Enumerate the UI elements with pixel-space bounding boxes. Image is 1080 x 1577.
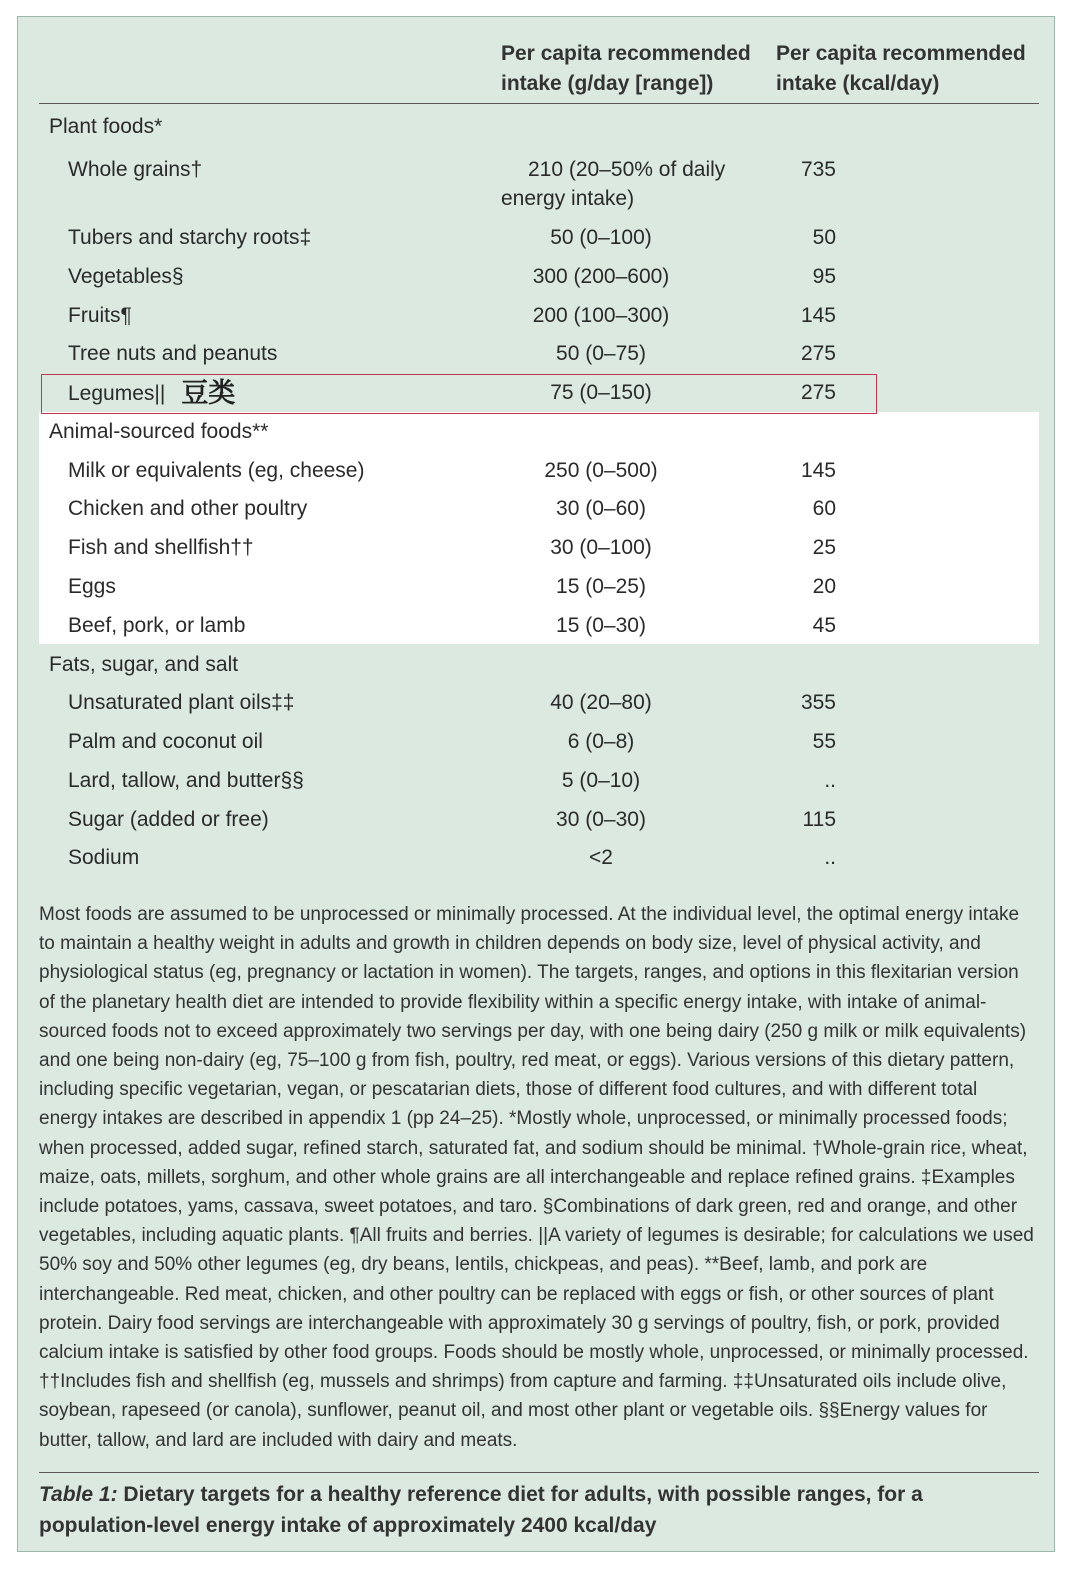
kcal-value: 55 — [812, 730, 836, 753]
table-row — [18, 494, 1056, 532]
header-divider — [39, 103, 1039, 104]
grams-value: 30 (0–100) — [550, 536, 652, 559]
food-label — [68, 155, 202, 185]
table-panel — [17, 16, 1055, 1552]
food-label-text: Unsaturated plant oils‡‡ — [68, 691, 295, 714]
food-label-text: Eggs — [68, 575, 116, 598]
caption-label: Table 1: — [39, 1483, 118, 1506]
category-label — [49, 112, 162, 142]
handwritten-annotation: 豆类 — [181, 378, 236, 408]
kcal-value: 115 — [802, 808, 836, 831]
food-label — [68, 572, 116, 602]
food-label-text: Fats, sugar, and salt — [49, 653, 239, 676]
kcal-value: 735 — [800, 158, 836, 181]
category-row — [18, 417, 1056, 455]
table-footnotes: Most foods are assumed to be unprocessed or minimally processed. At the individual level, the optimal energy intake to maintain a healthy weight in adults and growth in children depends on body size, level of physical activity, and physiological status (eg, pregnancy or lactation in women). The targets, ranges, and options in this flexitarian version of the planetary health diet are intended to provide flexibility within a specific energy intake, with intake of animal-sourced foods not to exceed approximately two servings per day, with one being dairy (250 g milk or milk equivalents) and one being non-dairy (eg, 75–100 g from fish, poultry, red meat, or eggs). Various versions of this dietary pattern, including specific vegetarian, vegan, or pescatarian diets, those of different food cultures, and with different total energy intakes are described in appendix 1 (pp 24–25). *Mostly whole, unprocessed, or minimally processed foods; when processed, added sugar, refined starch, saturated fat, and sodium should be minimal. †Whole-grain rice, wheat, maize, oats, millets, sorghum, and other whole grains are all interchangeable and replace refined grains. ‡Examples include potatoes, yams, cassava, sweet potatoes, and taro. §Combinations of dark green, red and orange, and other vegetables, including aquatic plants. ¶All fruits and berries. ||A variety of legumes is desirable; for calculations we used 50% soy and 50% other legumes (eg, dry beans, lentils, chickpeas, and peas). **Beef, lamb, and pork are interchangeable. Red meat, chicken, and other poultry can be replaced with eggs or fish, or other sources of plant protein. Dairy food servings are interchangeable with approximately 30 g servings of poultry, fish, or pork, provided calcium intake is satisfied by other food groups. Foods should be mostly whole, unprocessed, or minimally processed. ††Includes fish and shellfish (eg, mussels and shrimps) from capture and farming. ‡‡Unsaturated oils include olive, soybean, rapeseed (or canola), sunflower, peanut oil, and most other plant or vegetable oils. §§Energy values for butter, tallow, and lard are included with dairy and meats. — [39, 904, 1034, 1451]
food-label — [68, 843, 139, 873]
grams-value: 300 (200–600) — [532, 265, 670, 288]
table-row — [18, 611, 1056, 649]
food-label — [68, 339, 277, 369]
column-header-grams: Per capita recommended intake (g/day [range]) — [501, 42, 751, 95]
food-label-text: Whole grains† — [68, 158, 203, 181]
kcal-value: 275 — [800, 381, 836, 404]
food-label — [68, 611, 245, 641]
kcal-value: 145 — [800, 459, 836, 482]
caption-text: Dietary targets for a healthy reference diet for adults, with possible ranges, for a population-level energy intake of approximately 2400 kcal/day — [39, 1483, 923, 1537]
grams-value: 15 (0–30) — [556, 614, 646, 637]
food-label — [68, 533, 254, 563]
food-label-text: Tubers and starchy roots‡ — [68, 226, 312, 249]
table-caption — [39, 1479, 1029, 1541]
grams-value: 50 (0–100) — [550, 226, 652, 249]
food-label — [68, 727, 263, 757]
column-header-kcal: Per capita recommended intake (kcal/day) — [776, 42, 1026, 95]
food-label-text: Chicken and other poultry — [68, 497, 308, 520]
food-label-text: Vegetables§ — [68, 265, 184, 288]
food-label-text: Milk or equivalents (eg, cheese) — [68, 459, 365, 482]
food-label — [68, 688, 294, 718]
food-label — [68, 301, 132, 331]
food-label-text: Legumes|| — [68, 382, 166, 405]
kcal-value: .. — [824, 846, 836, 869]
food-label-text: Sugar (added or free) — [68, 808, 269, 831]
food-label — [68, 805, 269, 835]
food-label-text: Lard, tallow, and butter§§ — [68, 769, 304, 792]
legumes-highlight-box — [41, 374, 877, 414]
kcal-value: 20 — [812, 575, 836, 598]
kcal-value: 275 — [800, 342, 836, 365]
table-row — [18, 766, 1056, 804]
table-row — [18, 301, 1056, 339]
table-row — [18, 572, 1056, 610]
kcal-value: 355 — [800, 691, 836, 714]
grams-value: 30 (0–60) — [556, 497, 646, 520]
kcal-value: 50 — [812, 226, 836, 249]
grams-value: 5 (0–10) — [561, 769, 641, 792]
food-label-text: Sodium — [68, 846, 140, 869]
table-row — [18, 456, 1056, 494]
kcal-value: 60 — [812, 497, 836, 520]
grams-value: 40 (20–80) — [550, 691, 652, 714]
category-row — [18, 112, 1056, 150]
table-row — [18, 262, 1056, 300]
caption-divider — [39, 1472, 1039, 1473]
grams-value: 6 (0–8) — [567, 730, 635, 753]
food-label-text: Tree nuts and peanuts — [68, 342, 278, 365]
kcal-value: 95 — [812, 265, 836, 288]
category-label — [49, 417, 268, 447]
food-label — [68, 262, 184, 292]
food-label — [68, 456, 364, 486]
grams-value: <2 — [589, 846, 613, 869]
food-label-text: Fruits¶ — [68, 304, 132, 327]
category-row — [18, 650, 1056, 688]
food-label-text: Beef, pork, or lamb — [68, 614, 246, 637]
grams-value: 200 (100–300) — [532, 304, 670, 327]
food-label — [68, 766, 304, 796]
grams-value: 30 (0–30) — [556, 808, 646, 831]
grams-value: 75 (0–150) — [550, 381, 652, 404]
table-row — [18, 843, 1056, 881]
grams-value: 50 (0–75) — [556, 342, 646, 365]
grams-value: 210 (20–50% of daily energy intake) — [501, 158, 726, 210]
grams-value: 250 (0–500) — [544, 459, 658, 482]
category-label — [49, 650, 238, 680]
table-row — [18, 688, 1056, 726]
table-row — [18, 155, 1056, 210]
table-row — [18, 223, 1056, 261]
kcal-value: 145 — [800, 304, 836, 327]
table-row — [18, 727, 1056, 765]
food-label-text: Fish and shellfish†† — [68, 536, 254, 559]
food-label-text: Plant foods* — [49, 115, 163, 138]
table-row — [18, 339, 1056, 377]
kcal-value: 45 — [812, 614, 836, 637]
kcal-value: 25 — [812, 536, 836, 559]
food-label — [68, 494, 307, 524]
food-label-text: Animal-sourced foods** — [49, 420, 269, 443]
grams-value: 15 (0–25) — [556, 575, 646, 598]
food-label-text: Palm and coconut oil — [68, 730, 263, 753]
table-row — [18, 533, 1056, 571]
table-row — [18, 805, 1056, 843]
food-label — [68, 223, 311, 253]
kcal-value: .. — [824, 769, 836, 792]
